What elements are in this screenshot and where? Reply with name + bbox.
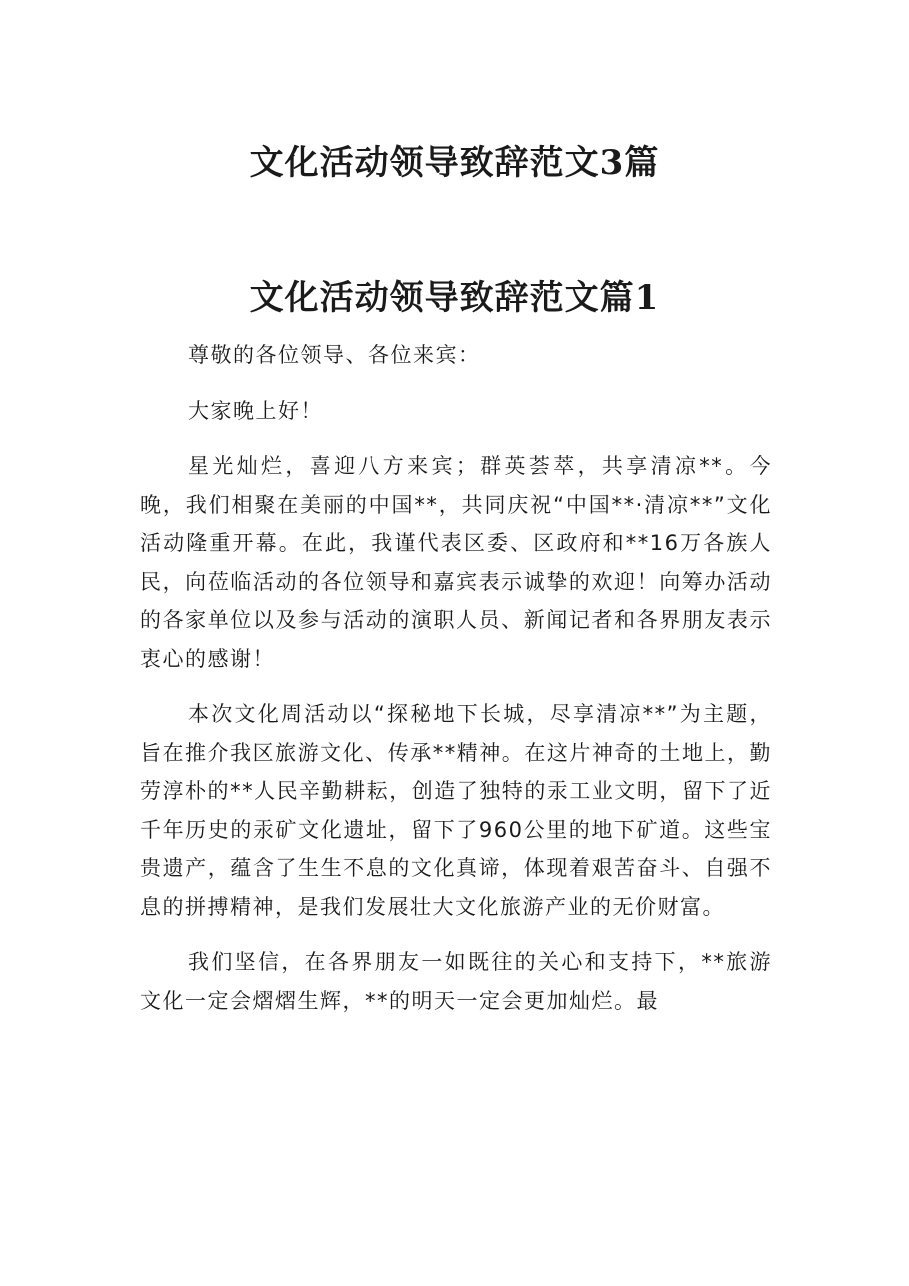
salutation-paragraph: 尊敬的各位领导、各位来宾：: [188, 343, 481, 367]
document-title: 文化活动领导致辞范文3篇: [249, 143, 660, 183]
body-paragraph: 本次文化周活动以“探秘地下长城，尽享清凉**”为主题，旨在推介我区旅游文化、传承**精神。在这片神奇的土地上，勤劳淳朴的**人民辛勤耕耘，创造了独特的汞工业文明，留下了近千年历史的汞矿文化遗址，留下了960公里的地下矿道。这些宝贵遗产，蕴含了生生不息的文化真谛，体现着艰苦奋斗、自强不息的拼搏精神，是我们发展壮大文化旅游产业的无价财富。: [140, 702, 772, 919]
greeting-paragraph: 大家晚上好！: [188, 398, 323, 423]
body-paragraph: 我们坚信，在各界朋友一如既往的关心和支持下，**旅游文化一定会熠熠生辉，**的明天一定会更加灿烂。最: [140, 950, 772, 1013]
section-title: 文化活动领导致辞范文篇1: [249, 278, 660, 318]
document-body: [140, 336, 772, 1037]
body-paragraph: 星光灿烂，喜迎八方来宾；群英荟萃，共享清凉**。今晚，我们相聚在美丽的中国**，共同庆祝“中国**·清凉**”文化活动隆重开幕。在此，我谨代表区委、区政府和**16万各族人民，向莅临活动的各位领导和嘉宾表示诚挚的欢迎！向筹办活动的各家单位以及参与活动的演职人员、新闻记者和各界朋友表示衷心的感谢！: [140, 454, 772, 671]
